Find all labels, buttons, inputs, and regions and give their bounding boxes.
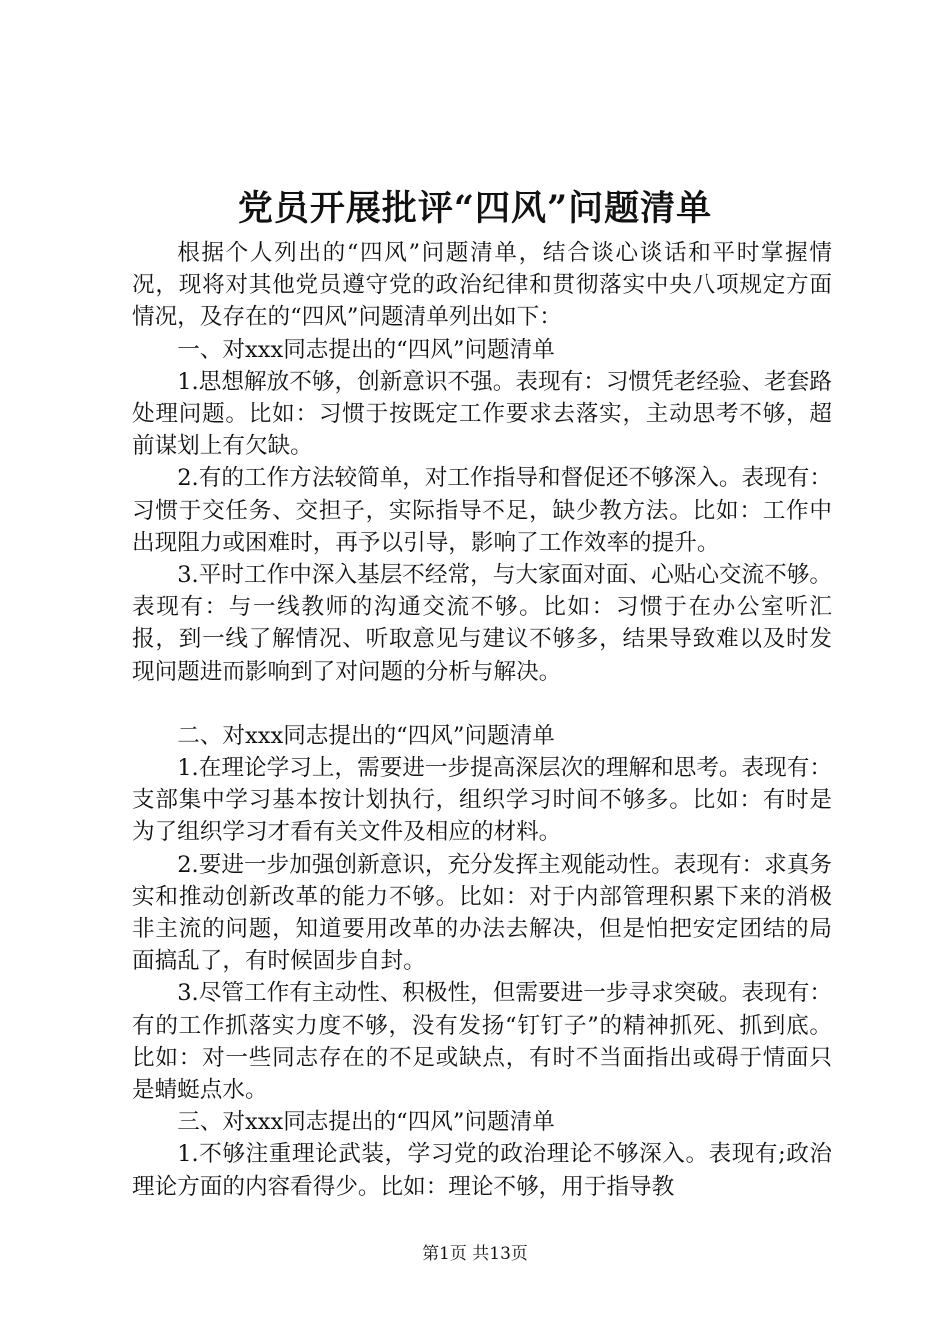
section-2-item-1: 1.在理论学习上，需要进一步提高深层次的理解和思考。表现有：支部集中学习基本按计划执行，组织学习时间不够多。比如：有时是为了组织学习才看有关文件及相应的材料。 <box>132 755 832 846</box>
section-3-item-1: 1.不够注重理论武装，学习党的政治理论不够深入。表现有;政治理论方面的内容看得少。比如：理论不够，用于指导教 <box>132 1141 832 1200</box>
section-1-heading: 一、对xxx同志提出的“四风”问题清单 <box>177 336 555 363</box>
document-title: 党员开展批评“四风”问题清单 <box>237 188 713 229</box>
document-body <box>132 237 832 1203</box>
section-1-item-3: 3.平时工作中深入基层不经常，与大家面对面、心贴心交流不够。表现有：与一线教师的沟通交流不够。比如：习惯于在办公室听汇报，到一线了解情况、听取意见与建议不够多，结果导致难以及时发现问题进而影响到了对问题的分析与解决。 <box>132 562 832 685</box>
section-2-heading: 二、对xxx同志提出的“四风”问题清单 <box>177 722 555 749</box>
section-3-heading: 三、对xxx同志提出的“四风”问题清单 <box>177 1109 555 1136</box>
intro-paragraph: 根据个人列出的“四风”问题清单，结合谈心谈话和平时掌握情况，现将对其他党员遵守党的政治纪律和贯彻落实中央八项规定方面情况，及存在的“四风”问题清单列出如下： <box>132 240 832 331</box>
section-2-item-3: 3.尽管工作有主动性、积极性，但需要进一步寻求突破。表现有：有的工作抓落实力度不够，没有发扬“钉钉子”的精神抓死、抓到底。比如：对一些同志存在的不足或缺点，有时不当面指出或碍于情面只是蜻蜓点水。 <box>132 980 832 1104</box>
section-1-item-2: 2.有的工作方法较简单，对工作指导和督促还不够深入。表现有：习惯于交任务、交担子，实际指导不足，缺少教方法。比如：工作中出现阻力或困难时，再予以引导，影响了工作效率的提升。 <box>132 465 832 556</box>
section-2-item-2: 2.要进一步加强创新意识，充分发挥主观能动性。表现有：求真务实和推动创新改革的能力不够。比如：对于内部管理积累下来的消极非主流的问题，知道要用改革的办法去解决，但是怕把安定团结的局面搞乱了，有时候固步自封。 <box>132 851 832 975</box>
page-footer: 第1页 共13页 <box>422 1244 528 1264</box>
section-1-item-1: 1.思想解放不够，创新意识不强。表现有：习惯凭老经验、老套路处理问题。比如：习惯于按既定工作要求去落实，主动思考不够，超前谋划上有欠缺。 <box>132 368 832 460</box>
